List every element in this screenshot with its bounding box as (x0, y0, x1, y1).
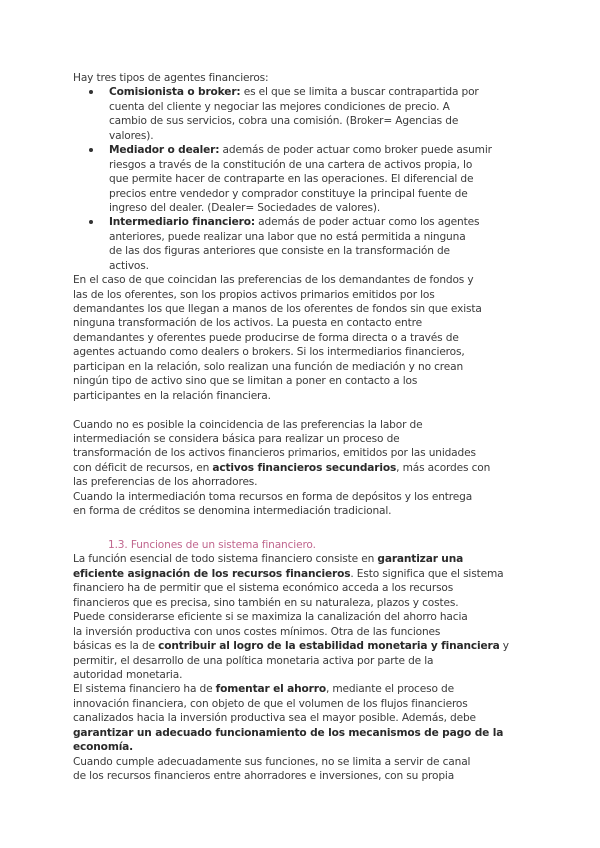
text-line (73, 446, 543, 460)
text: participantes en la relación financiera. (73, 389, 271, 402)
text: permitir, el desarrollo de una política monetaria activa por parte de la (73, 654, 434, 667)
text: , más acordes con (396, 461, 491, 474)
text-line (73, 654, 543, 668)
text-line (73, 187, 543, 201)
bold-text: garantizar un adecuado funcionamiento de los mecanismos de pago de la (73, 726, 504, 739)
text-line (73, 769, 543, 783)
bullet-icon (89, 90, 93, 94)
text-line (73, 596, 543, 610)
text-line (73, 755, 543, 769)
text: valores). (109, 129, 154, 142)
text: riesgos a través de la constitución de una cartera de activos propia, lo (109, 158, 473, 171)
text-line (73, 567, 543, 581)
text-line (73, 158, 543, 172)
text: En el caso de que coincidan las preferencias de los demandantes de fondos y (73, 274, 474, 287)
text: Hay tres tipos de agentes financieros: (73, 72, 269, 84)
text-line (73, 668, 543, 682)
text: cuenta del cliente y negociar las mejores condiciones de precio. A (109, 100, 450, 113)
text: innovación financiera, con objeto de que el volumen de los flujos financieros (73, 697, 468, 710)
text: precios entre vendedor y comprador constituye la principal fuente de (109, 187, 468, 200)
text: la inversión productiva con unos costes mínimos. Otra de las funciones (73, 625, 441, 638)
bullet-item (73, 85, 543, 99)
text-line (73, 374, 543, 388)
text: ningún tipo de activo sino que se limitan a poner en contacto a los (73, 375, 418, 388)
text: las de los oferentes, son los propios activos primarios emitidos por los (73, 288, 435, 301)
text-line (73, 71, 543, 85)
text: financiero ha de permitir que el sistema económico acceda a los recursos (73, 582, 454, 595)
blank-line (73, 403, 543, 417)
text-line (73, 302, 543, 316)
text-line (73, 331, 543, 345)
text-line (73, 625, 543, 639)
text-line (73, 201, 543, 215)
text-line (73, 129, 543, 143)
text-line (73, 711, 543, 725)
text-line (73, 639, 543, 653)
bold-text: economía. (73, 741, 134, 754)
text: ninguna transformación de los activos. La puesta en contacto entre (73, 317, 422, 330)
section-heading: 1.3. Funciones de un sistema financiero. (108, 539, 316, 551)
text-line (73, 697, 543, 711)
text-line (73, 172, 543, 186)
text-line (73, 389, 543, 403)
text-line (73, 345, 543, 359)
text: además de poder actuar como broker puede asumir (219, 144, 492, 157)
bold-text: fomentar el ahorro (215, 683, 326, 696)
text-line (73, 432, 543, 446)
text-line (73, 273, 543, 287)
text-line (73, 610, 543, 624)
bullet-item (73, 143, 543, 157)
text: , mediante el proceso de (325, 683, 454, 696)
text-line (73, 259, 543, 273)
text-line (73, 230, 543, 244)
text: ingreso del dealer. (Dealer= Sociedades de valores). (109, 201, 381, 214)
text-line (73, 682, 543, 696)
text: básicas es la de (73, 640, 159, 653)
text: que permite hacer de contraparte en las operaciones. El diferencial de (109, 173, 474, 186)
text: intermediación se considera básica para realizar un proceso de (73, 432, 400, 445)
text: agentes actuando como dealers o brokers. Si los intermediarios financieros, (73, 346, 465, 359)
text-line (73, 552, 543, 566)
text-line (73, 316, 543, 330)
text: y (499, 640, 509, 653)
text: participan en la relación, solo realizan una función de mediación y no crean (73, 360, 464, 373)
text: El sistema financiero ha de (73, 683, 216, 696)
bold-text: Comisionista o broker: (109, 86, 241, 99)
text: financieros que es precisa, sino también en su naturaleza, plazos y costes. (73, 596, 459, 609)
text: Puede considerarse eficiente si se maximiza la canalización del ahorro hacia (73, 611, 468, 624)
text-line (73, 726, 543, 740)
text: transformación de los activos financieros primarios, emitidos por las unidades (73, 447, 476, 460)
text: en forma de créditos se denomina intermediación tradicional. (73, 505, 392, 518)
bullet-item (73, 215, 543, 229)
text: Cuando la intermediación toma recursos en forma de depósitos y los entrega (73, 490, 473, 503)
text: es el que se limita a buscar contrapartida por (240, 86, 479, 99)
text: autoridad monetaria. (73, 668, 183, 681)
text-line (73, 461, 543, 475)
text: canalizados hacia la inversión productiva sea el mayor posible. Además, debe (73, 712, 476, 725)
text: demandantes y oferentes puede producirse de forma directa o a través de (73, 331, 459, 344)
bullet-icon (89, 148, 93, 152)
bold-text: Mediador o dealer: (109, 144, 220, 157)
text-line (73, 475, 543, 489)
text: cambio de sus servicios, cobra una comisión. (Broker= Agencias de (109, 115, 459, 128)
document-page (73, 71, 543, 783)
text: de las dos figuras anteriores que consiste en la transformación de (109, 245, 450, 258)
text: Cuando cumple adecuadamente sus funciones, no se limita a servir de canal (73, 755, 471, 768)
text: de los recursos financieros entre ahorradores e inversiones, con su propia (73, 770, 455, 782)
text: Cuando no es posible la coincidencia de las preferencias la labor de (73, 418, 423, 431)
text: las preferencias de los ahorradores. (73, 476, 258, 489)
text-line (73, 581, 543, 595)
bullet-icon (89, 220, 93, 224)
text: demandantes los que llegan a manos de los oferentes de fondos sin que exista (73, 303, 482, 315)
text-line (73, 490, 543, 504)
bold-text: eficiente asignación de los recursos financieros (73, 567, 351, 580)
text: activos. (109, 259, 149, 272)
text-line (73, 288, 543, 302)
text: . Esto significa que el sistema (350, 567, 504, 580)
text: anteriores, puede realizar una labor que no está permitida a ninguna (109, 230, 466, 243)
text-line (73, 360, 543, 374)
text: La función esencial de todo sistema financiero consiste en (73, 553, 378, 566)
text-line (73, 418, 543, 432)
text-line (73, 740, 543, 754)
bold-text: activos financieros secundarios (212, 461, 397, 474)
text: además de poder actuar como los agentes (254, 216, 480, 229)
bold-text: Intermediario financiero: (109, 216, 255, 229)
text-line (73, 244, 543, 258)
blank-line (73, 519, 543, 533)
bold-text: contribuir al logro de la estabilidad monetaria y financiera (158, 640, 500, 653)
bold-text: garantizar una (377, 553, 464, 566)
text-line (73, 504, 543, 518)
text: con déficit de recursos, en (73, 461, 213, 474)
text-line (73, 114, 543, 128)
text-line (73, 100, 543, 114)
